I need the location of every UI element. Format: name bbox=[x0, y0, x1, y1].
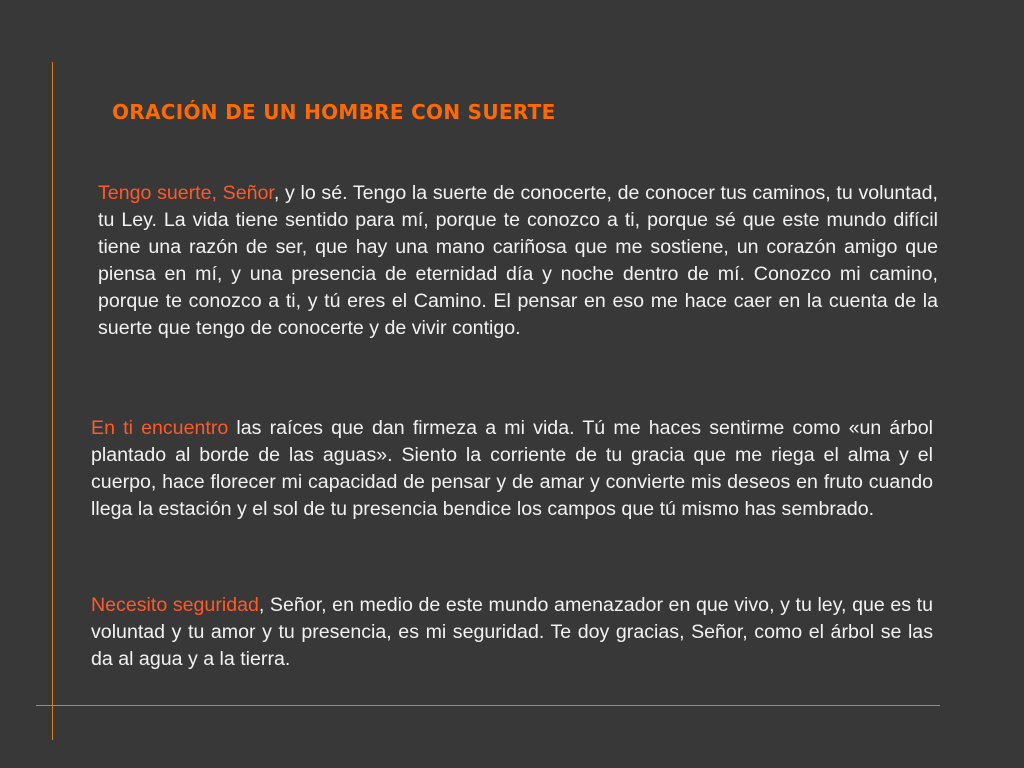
paragraph-3 bbox=[91, 592, 933, 673]
vertical-rule bbox=[52, 62, 53, 740]
slide-title: ORACIÓN DE UN HOMBRE CON SUERTE bbox=[112, 100, 556, 124]
horizontal-rule bbox=[36, 705, 940, 706]
paragraph-3-text: , Señor, en medio de este mundo amenazador en que vivo, y tu ley, que es tu voluntad y tu amor y tu presencia, es mi seguridad. Te doy gracias, Señor, como el árbol se las da al agua y a la tierra. bbox=[91, 594, 933, 670]
paragraph-2-lead: En ti encuentro bbox=[91, 417, 229, 439]
paragraph-3-lead: Necesito seguridad bbox=[91, 594, 259, 616]
paragraph-2-text: las raíces que dan firmeza a mi vida. Tú me haces sentirme como «un árbol plantado al borde de las aguas». Siento la corriente de tu gracia que me riega el alma y el cuerpo, hace florecer mi capacidad de pensar y de amar y convierte mis deseos en fruto cuando llega la estación y el sol de tu presencia bendice los campos que tú mismo has sembrado. bbox=[91, 417, 933, 520]
paragraph-1-lead: Tengo suerte, Señor bbox=[98, 182, 274, 204]
paragraph-1 bbox=[98, 180, 938, 342]
paragraph-1-text: , y lo sé. Tengo la suerte de conocerte, de conocer tus caminos, tu voluntad, tu Ley. La vida tiene sentido para mí, porque te conozco a ti, porque sé que este mundo difícil tiene una razón de ser, que hay una mano cariñosa que me sostiene, un corazón amigo que piensa en mí, y una presencia de eternidad día y noche dentro de mí. Conozco mi camino, porque te conozco a ti, y tú eres el Camino. El pensar en eso me hace caer en la cuenta de la suerte que tengo de conocerte y de vivir contigo. bbox=[98, 182, 938, 339]
paragraph-2 bbox=[91, 415, 933, 523]
